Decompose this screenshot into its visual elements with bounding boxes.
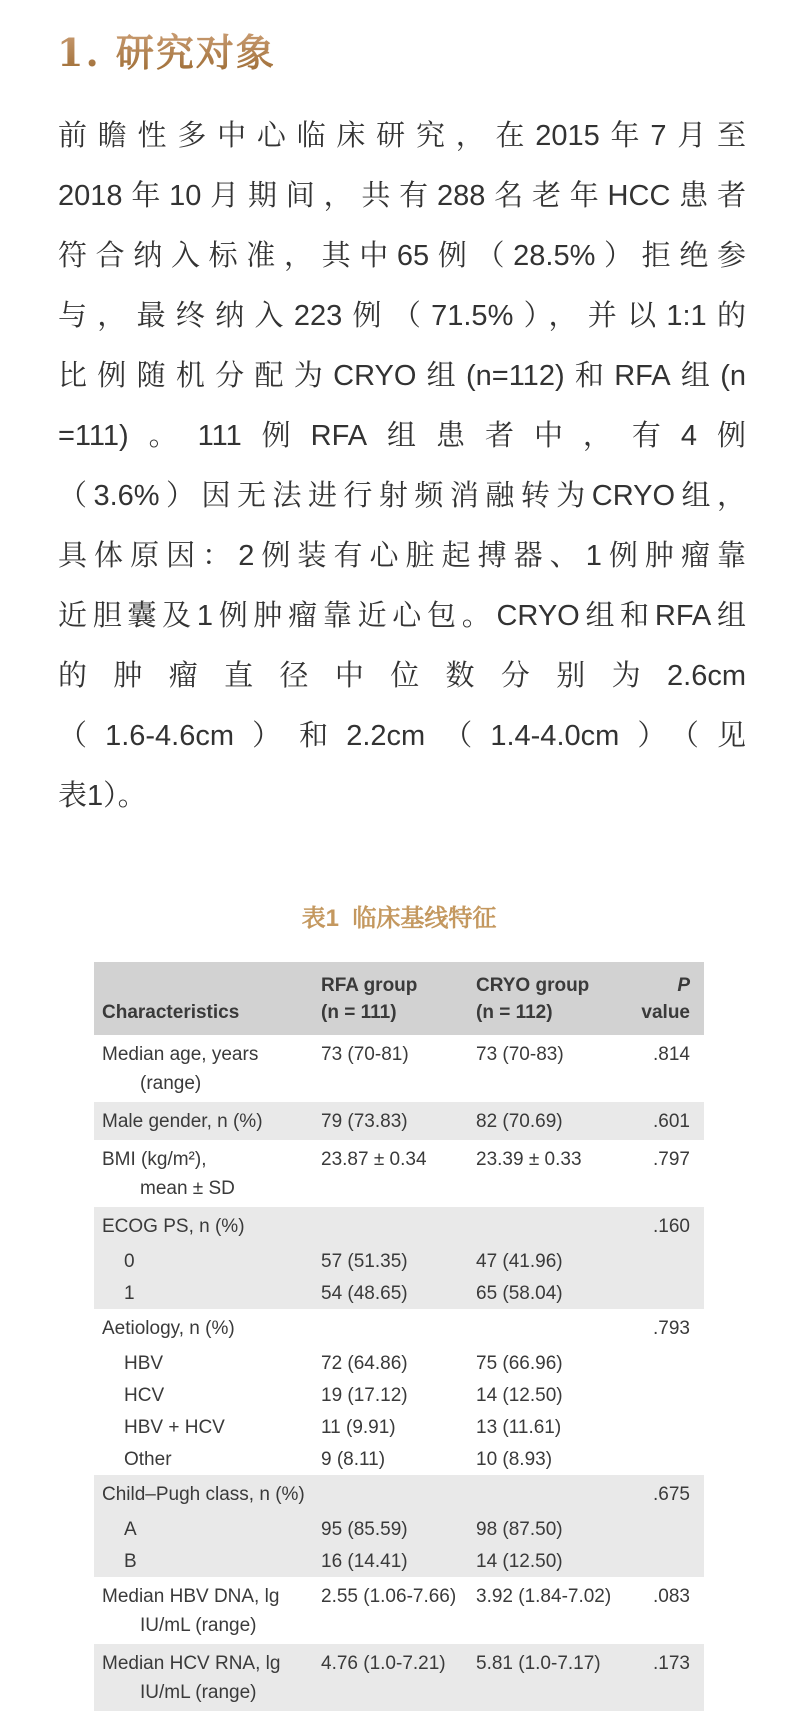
row-label-line1: Median HCV RNA, lg (102, 1653, 281, 1674)
p-value: .601 (653, 1111, 690, 1132)
row-label-line1: Male gender, n (%) (102, 1111, 263, 1132)
cryo-value: 75 (66.96) (476, 1353, 563, 1374)
cryo-value (476, 1212, 634, 1241)
row-label-line1: HCV (124, 1385, 165, 1406)
p-value (634, 1381, 704, 1410)
paragraph-line: 前瞻性多中心临床研究，在2015年7月至 (58, 120, 746, 152)
row-label (94, 1247, 321, 1276)
cryo-value: 47 (41.96) (476, 1251, 563, 1272)
row-label-line2: IU/mL (range) (140, 1682, 257, 1703)
rfa-value: 2.55 (1.06-7.66) (321, 1586, 457, 1607)
rfa-value: 19 (17.12) (321, 1385, 408, 1406)
row-label (94, 1107, 321, 1136)
paragraph-line: （3.6%）因无法进行射频消融转为CRYO组， (58, 480, 746, 512)
row-label (94, 1582, 321, 1640)
row-label-line1: HBV + HCV (124, 1417, 225, 1438)
table-caption: 表1 临床基线特征 (301, 905, 497, 932)
row-label-line1: Median HBV DNA, lg (102, 1586, 280, 1607)
table-row (94, 1035, 704, 1102)
table-row (94, 1545, 704, 1577)
row-label-line1: B (124, 1551, 137, 1572)
row-label (94, 1314, 321, 1343)
cryo-value (476, 1480, 634, 1509)
row-label-line1: Aetiology, n (%) (102, 1318, 235, 1339)
p-value: .793 (653, 1318, 690, 1339)
rfa-value: 11 (9.91) (321, 1417, 396, 1438)
cryo-value: 82 (70.69) (476, 1111, 563, 1132)
p-value (634, 1445, 704, 1474)
cryo-value: 23.39 ± 0.33 (476, 1149, 582, 1170)
header-rfa-group-line2: (n = 111) (321, 1002, 397, 1023)
rfa-value (321, 1212, 476, 1241)
p-value (634, 1547, 704, 1576)
row-label (94, 1515, 321, 1544)
cryo-value: 10 (8.93) (476, 1449, 553, 1470)
rfa-value: 57 (51.35) (321, 1251, 408, 1272)
rfa-value: 4.76 (1.0-7.21) (321, 1653, 446, 1674)
row-label (94, 1649, 321, 1707)
table-row (94, 1347, 704, 1379)
row-label (94, 1145, 321, 1203)
p-value: .083 (653, 1586, 690, 1607)
table-body (94, 1035, 704, 1711)
paragraph-line: 与，最终纳入223例（71.5%），并以1:1的 (58, 300, 746, 332)
table-row (94, 1443, 704, 1475)
paragraph-line: 符合纳入标准，其中65例（28.5%）拒绝参 (58, 240, 746, 272)
row-label (94, 1349, 321, 1378)
table-row (94, 1577, 704, 1644)
cryo-value (476, 1314, 634, 1343)
p-value: .797 (653, 1149, 690, 1170)
section-heading: 1. 研究对象 (57, 22, 276, 77)
table-row (94, 1277, 704, 1309)
row-label-line2: IU/mL (range) (140, 1615, 257, 1636)
cryo-value: 14 (12.50) (476, 1385, 563, 1406)
table-row (94, 1102, 704, 1140)
row-label (94, 1480, 321, 1509)
row-label-line2: mean ± SD (140, 1178, 235, 1199)
rfa-value: 79 (73.83) (321, 1111, 408, 1132)
rfa-value: 9 (8.11) (321, 1449, 386, 1470)
header-characteristics: Characteristics (102, 1002, 240, 1023)
cryo-value: 13 (11.61) (476, 1417, 562, 1438)
row-label (94, 1212, 321, 1241)
row-label-line1: Child–Pugh class, n (%) (102, 1484, 305, 1505)
table-row (94, 1513, 704, 1545)
header-rfa-group-line1: RFA group (321, 975, 418, 996)
p-value: .814 (653, 1044, 690, 1065)
rfa-value: 95 (85.59) (321, 1519, 408, 1540)
paragraph-line: 比例随机分配为CRYO组(n=112)和RFA组(n (58, 360, 746, 392)
paragraph-line: 2018年10月期间，共有288名老年HCC患者 (58, 180, 746, 212)
row-label (94, 1279, 321, 1308)
header-cryo-group-line1: CRYO group (476, 975, 590, 996)
table-row (94, 1309, 704, 1347)
row-label-line1: Other (124, 1449, 172, 1470)
row-label-line2: (range) (140, 1073, 202, 1094)
paragraph-line: 表1）。 (58, 780, 147, 812)
row-label-line1: HBV (124, 1353, 164, 1374)
rfa-value: 73 (70-81) (321, 1044, 409, 1065)
table-row (94, 1207, 704, 1245)
row-label-line1: BMI (kg/m²), (102, 1149, 207, 1170)
row-label (94, 1547, 321, 1576)
p-value: .160 (653, 1216, 690, 1237)
rfa-value: 23.87 ± 0.34 (321, 1149, 427, 1170)
cryo-value: 5.81 (1.0-7.17) (476, 1653, 601, 1674)
p-value (634, 1247, 704, 1276)
cryo-value: 98 (87.50) (476, 1519, 563, 1540)
row-label-line1: 0 (124, 1251, 135, 1272)
rfa-value (321, 1480, 476, 1509)
row-label-line1: A (124, 1519, 137, 1540)
paragraph-line: 的肿瘤直径中位数分别为2.6cm (58, 660, 746, 692)
cryo-value: 3.92 (1.84-7.02) (476, 1586, 612, 1607)
p-rest: value (636, 1002, 690, 1023)
row-label (94, 1381, 321, 1410)
paragraph-line: =111)。111例RFA组患者中，有4例 (58, 420, 746, 452)
table-row (94, 1140, 704, 1207)
row-label-line1: 1 (124, 1283, 135, 1304)
paragraph-line: 具体原因：2例装有心脏起搏器、1例肿瘤靠 (58, 540, 746, 572)
table-row (94, 1475, 704, 1513)
paragraph-line: 近胆囊及1例肿瘤靠近心包。CRYO组和RFA组 (58, 600, 746, 632)
table-row (94, 1245, 704, 1277)
header-cryo-group (476, 972, 634, 1026)
header-cryo-group-line2: (n = 112) (476, 1002, 553, 1023)
rfa-value: 16 (14.41) (321, 1551, 408, 1572)
cryo-value: 73 (70-83) (476, 1044, 564, 1065)
p-value (634, 1349, 704, 1378)
p-value (634, 1279, 704, 1308)
rfa-value: 72 (64.86) (321, 1353, 408, 1374)
rfa-value: 54 (48.65) (321, 1283, 408, 1304)
row-label (94, 1445, 321, 1474)
table-row (94, 1644, 704, 1711)
paragraph (58, 106, 746, 826)
p-value: .173 (653, 1653, 690, 1674)
table-row (94, 1411, 704, 1443)
header-rfa-group (321, 972, 476, 1026)
row-label-line1: ECOG PS, n (%) (102, 1216, 245, 1237)
header-p-value (634, 972, 704, 1026)
cryo-value: 65 (58.04) (476, 1283, 563, 1304)
table-header-row (94, 962, 704, 1035)
cryo-value: 14 (12.50) (476, 1551, 563, 1572)
paragraph-line: （1.6-4.6cm）和2.2cm（1.4-4.0cm）（见 (58, 720, 746, 752)
row-label (94, 1413, 321, 1442)
p-value: .675 (653, 1484, 690, 1505)
p-italic: P (677, 975, 690, 996)
row-label (94, 1040, 321, 1098)
p-value (634, 1515, 704, 1544)
p-value (634, 1413, 704, 1442)
rfa-value (321, 1314, 476, 1343)
table-row (94, 1379, 704, 1411)
baseline-characteristics-table (94, 962, 704, 1711)
row-label-line1: Median age, years (102, 1044, 259, 1065)
